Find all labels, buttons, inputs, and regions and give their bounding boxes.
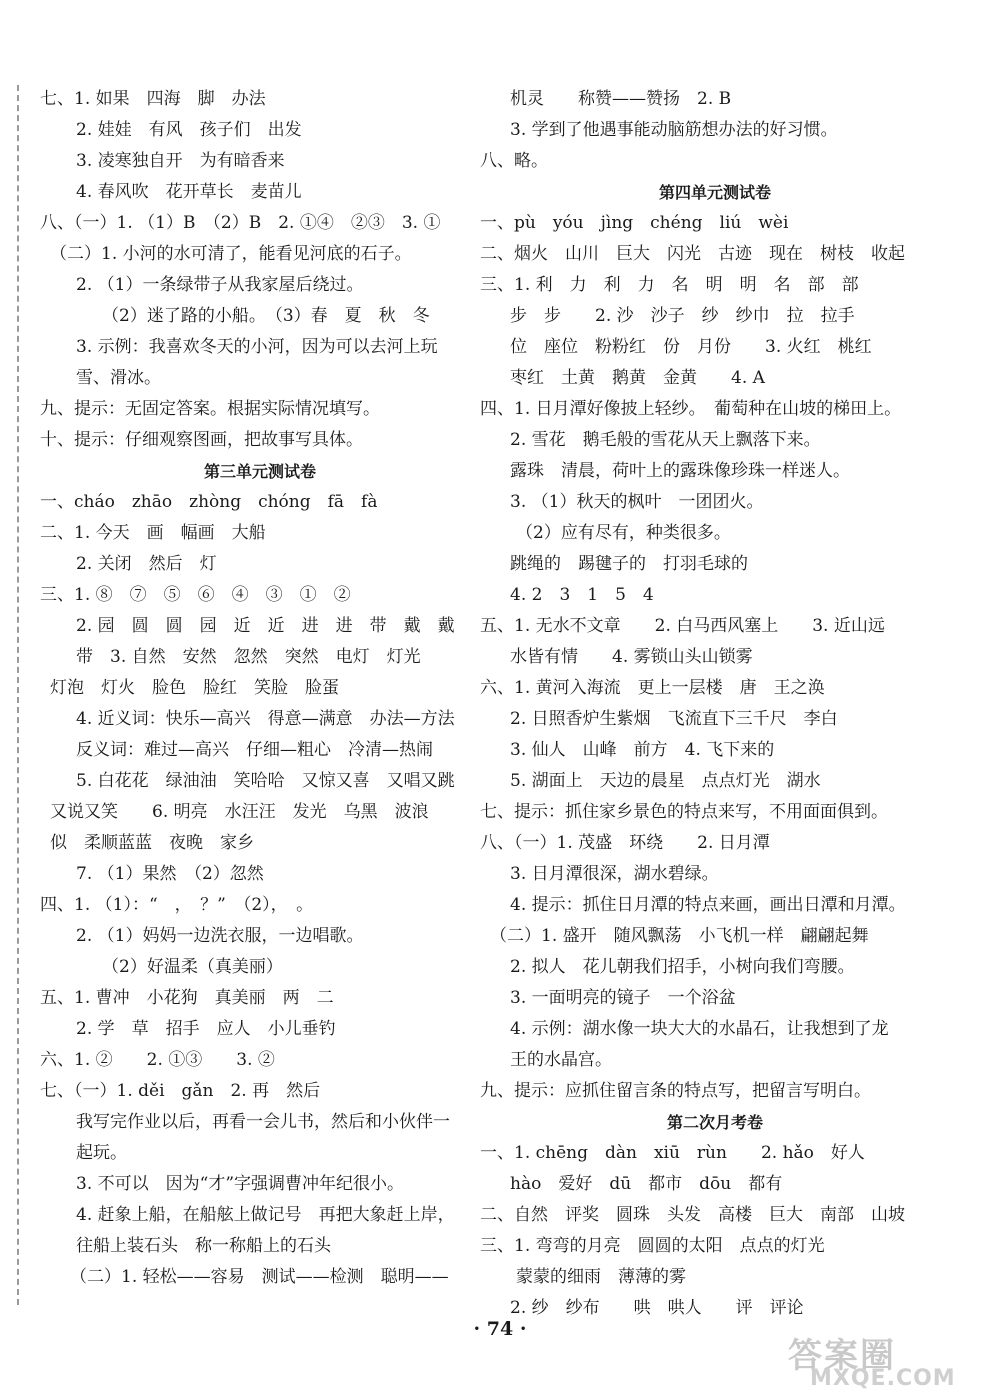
answer-line: 王的水晶宫。 <box>510 1050 612 1070</box>
answer-line: 2. 园 圆 圆 园 近 近 进 进 带 戴 戴 <box>76 616 455 636</box>
answer-line: 3. 凌寒独自开 为有暗香来 <box>76 151 285 171</box>
answer-line: （2）好温柔（真美丽） <box>102 957 283 977</box>
answer-line: 一、pù yóu jìng chéng liú wèi <box>480 213 789 233</box>
binding-dashed-line <box>17 85 19 1305</box>
answer-line: 枣红 土黄 鹅黄 金黄 4. A <box>510 368 765 388</box>
answer-line: 十、提示：仔细观察图画，把故事写具体。 <box>40 430 363 450</box>
answer-line: 七、1. 如果 四海 脚 办法 <box>40 89 266 109</box>
watermark-url: MXQE.COM <box>810 1366 956 1391</box>
answer-line: 3. 学到了他遇事能动脑筋想办法的好习惯。 <box>510 120 838 140</box>
answer-line: 三、1. 利 力 利 力 名 明 明 名 部 部 <box>480 275 859 295</box>
watermark-logo: 答案圈 <box>788 1336 896 1376</box>
answer-line: 反义词：难过—高兴 仔细—粗心 冷清—热闹 <box>76 740 433 760</box>
answer-line: 2. 日照香炉生紫烟 飞流直下三千尺 李白 <box>510 709 838 729</box>
answer-line: 八、（一）1. 茂盛 环绕 2. 日月潭 <box>480 833 770 853</box>
answer-line: 一、1. chēng dàn xiū rùn 2. hǎo 好人 <box>480 1143 865 1163</box>
answer-line: 八、略。 <box>480 151 548 171</box>
answer-line: （二）1. 小河的水可清了，能看见河底的石子。 <box>50 244 412 264</box>
answer-line: 3. 仙人 山峰 前方 4. 飞下来的 <box>510 740 775 760</box>
answer-line: 蒙蒙的细雨 薄薄的雾 <box>516 1267 686 1287</box>
section-heading: 第二次月考卷 <box>666 1113 763 1132</box>
answer-line: 八、（一）1. （1）B （2）B 2. ①④ ②③ 3. ① <box>40 213 441 233</box>
answer-line: 五、1. 无水不文章 2. 白马西风塞上 3. 近山远 <box>480 616 885 636</box>
section-heading: 第四单元测试卷 <box>658 183 771 202</box>
answer-line: 2. 雪花 鹅毛般的雪花从天上飘落下来。 <box>510 430 821 450</box>
answer-line: 往船上装石头 称一称船上的石头 <box>76 1236 331 1256</box>
answer-line: 我写完作业以后，再看一会儿书，然后和小伙伴一 <box>76 1112 450 1132</box>
answer-line: 4. 示例：湖水像一块大大的水晶石，让我想到了龙 <box>510 1019 889 1039</box>
answer-line: 二、自然 评奖 圆珠 头发 高楼 巨大 南部 山坡 <box>480 1205 905 1225</box>
answer-line: hào 爱好 dū 都市 dōu 都有 <box>510 1174 783 1194</box>
answer-line: 二、1. 今天 画 幅画 大船 <box>40 523 266 543</box>
answer-line: （2）迷了路的小船。 （3）春 夏 秋 冬 <box>102 306 430 326</box>
answer-line: 机灵 称赞——赞扬 2. B <box>510 89 732 109</box>
right-answer-column <box>480 84 950 1324</box>
answer-line: 带 3. 自然 安然 忽然 突然 电灯 灯光 <box>76 647 421 667</box>
answer-line: 二、烟火 山川 巨大 闪光 古迹 现在 树枝 收起 <box>480 244 905 264</box>
answer-line: 跳绳的 踢毽子的 打羽毛球的 <box>510 554 748 574</box>
answer-line: 3. 示例：我喜欢冬天的小河，因为可以去河上玩 <box>76 337 438 357</box>
section-heading: 第三单元测试卷 <box>203 462 316 481</box>
answer-line: 2. 娃娃 有风 孩子们 出发 <box>76 120 302 140</box>
answer-line: 4. 赶象上船，在船舷上做记号 再把大象赶上岸， <box>76 1205 455 1225</box>
answer-line: 起玩。 <box>76 1143 127 1163</box>
answer-line: 5. 湖面上 天边的晨星 点点灯光 湖水 <box>510 771 821 791</box>
answer-line: 2. （1）妈妈一边洗衣服，一边唱歌。 <box>76 926 364 946</box>
answer-line: 2. 关闭 然后 灯 <box>76 554 217 574</box>
answer-line: 3. 日月潭很深，湖水碧绿。 <box>510 864 719 884</box>
answer-line: 一、cháo zhāo zhòng chóng fā fà <box>40 492 378 512</box>
answer-line: 雪、滑冰。 <box>76 368 161 388</box>
answer-line: 步 步 2. 沙 沙子 纱 纱巾 拉 拉手 <box>510 306 855 326</box>
answer-line: 2. 纱 纱布 哄 哄人 评 评论 <box>510 1298 804 1318</box>
answer-line: 九、提示：应抓住留言条的特点写，把留言写明白。 <box>480 1081 871 1101</box>
answer-line: 六、1. 黄河入海流 更上一层楼 唐 王之涣 <box>480 678 825 698</box>
answer-line: 3. （1）秋天的枫叶 一团团火。 <box>510 492 764 512</box>
answer-line: 七、（一）1. děi gǎn 2. 再 然后 <box>40 1081 321 1101</box>
answer-line: 4. 近义词：快乐—高兴 得意—满意 办法—方法 <box>76 709 455 729</box>
answer-line: 七、提示：抓住家乡景色的特点来写，不用面面俱到。 <box>480 802 888 822</box>
left-answer-column <box>40 84 480 1293</box>
page-number: · 74 · <box>473 1318 527 1340</box>
answer-line: 六、1. ② 2. ①③ 3. ② <box>40 1050 275 1070</box>
answer-line: 4. 春风吹 花开草长 麦苗儿 <box>76 182 302 202</box>
answer-line: 7. （1）果然 （2）忽然 <box>76 864 264 884</box>
answer-line: 3. 一面明亮的镜子 一个浴盆 <box>510 988 736 1008</box>
answer-line: 4. 2 3 1 5 4 <box>510 585 654 605</box>
answer-line: 四、1. 日月潭好像披上轻纱。 葡萄种在山坡的梯田上。 <box>480 399 902 419</box>
answer-line: 露珠 清晨，荷叶上的露珠像珍珠一样迷人。 <box>510 461 850 481</box>
answer-line: 三、1. 弯弯的月亮 圆圆的太阳 点点的灯光 <box>480 1236 825 1256</box>
answer-line: 3. 不可以 因为“才”字强调曹冲年纪很小。 <box>76 1174 405 1194</box>
answer-line: 九、提示：无固定答案。根据实际情况填写。 <box>40 399 380 419</box>
answer-line: 三、1. ⑧ ⑦ ⑤ ⑥ ④ ③ ① ② <box>40 585 351 605</box>
answer-line: 水皆有情 4. 雾锁山头山锁雾 <box>510 647 753 667</box>
answer-line: 四、1. （1）：“ ， ？” （2）， 。 <box>40 895 314 915</box>
answer-line: （二）1. 轻松——容易 测试——检测 聪明—— <box>70 1267 449 1287</box>
answer-line: 5. 白花花 绿油油 笑哈哈 又惊又喜 又唱又跳 <box>76 771 455 791</box>
answer-line: 似 柔顺蓝蓝 夜晚 家乡 <box>50 833 254 853</box>
answer-line: 2. 学 草 招手 应人 小儿垂钓 <box>76 1019 336 1039</box>
answer-line: 2. （1）一条绿带子从我家屋后绕过。 <box>76 275 364 295</box>
answer-line: 又说又笑 6. 明亮 水汪汪 发光 乌黑 波浪 <box>50 802 429 822</box>
answer-line: 五、1. 曹冲 小花狗 真美丽 两 二 <box>40 988 334 1008</box>
watermark <box>780 1328 990 1394</box>
answer-line: 灯泡 灯火 脸色 脸红 笑脸 脸蛋 <box>50 678 339 698</box>
answer-line: 2. 拟人 花儿朝我们招手，小树向我们弯腰。 <box>510 957 855 977</box>
answer-line: （2）应有尽有，种类很多。 <box>516 523 731 543</box>
answer-line: 4. 提示：抓住日月潭的特点来画，画出日潭和月潭。 <box>510 895 906 915</box>
answer-line: （二）1. 盛开 随风飘荡 小飞机一样 翩翩起舞 <box>490 926 869 946</box>
answer-line: 位 座位 粉粉红 份 月份 3. 火红 桃红 <box>510 337 872 357</box>
